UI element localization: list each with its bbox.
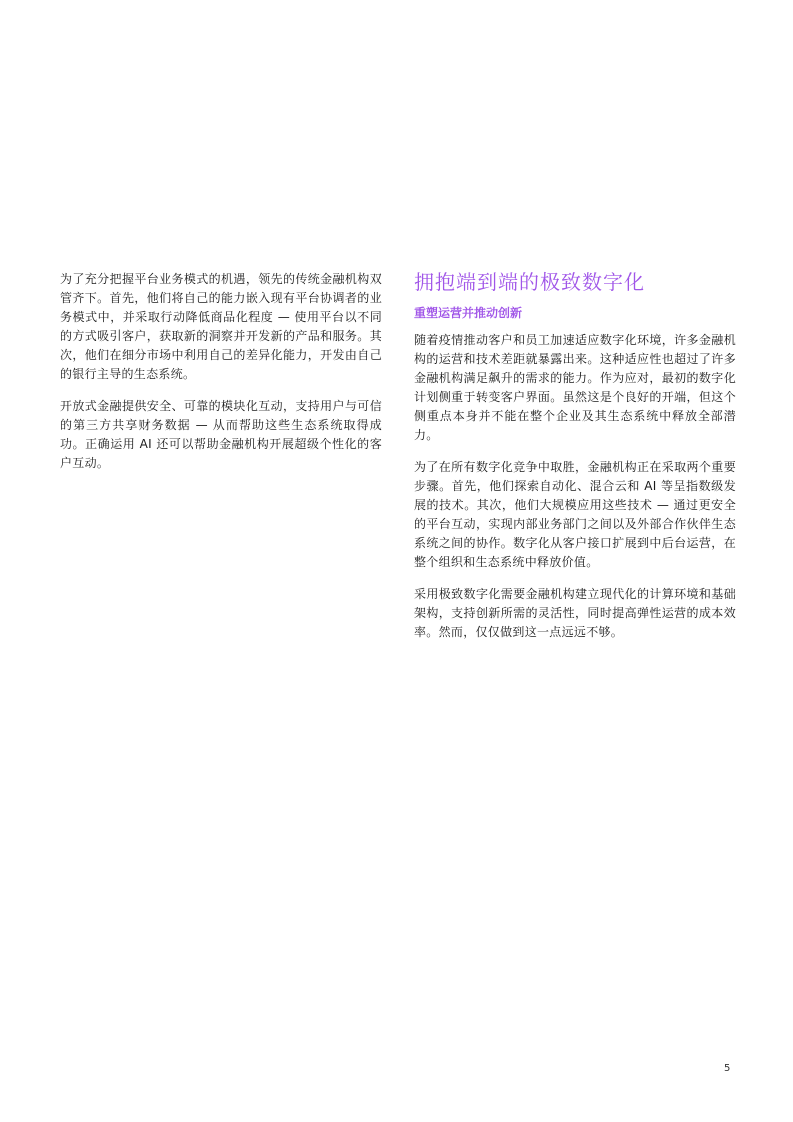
body-paragraph: 开放式金融提供安全、可靠的模块化互动，支持用户与可信的第三方共享财务数据 — 从而帮助这些生态系统取得成功。正确运用 AI 还可以帮助金融机构开展超级个性化的客户互动。 <box>60 399 382 470</box>
body-paragraph: 为了充分把握平台业务模式的机遇，领先的传统金融机构双管齐下。首先，他们将自己的能力嵌入现有平台协调者的业务模式中，并采取行动降低商品化程度 — 使用平台以不同的方式吸引客户，获取新的洞察并开发新的产品和服务。其次，他们在细分市场中利用自己的差异化能力，开发由自己的银行主导的生态系统。 <box>60 272 382 381</box>
body-paragraph: 采用极致数字化需要金融机构建立现代化的计算环境和基础架构，支持创新所需的灵活性，同时提高弹性运营的成本效率。然而，仅仅做到这一点远远不够。 <box>414 587 736 639</box>
left-column <box>60 270 382 486</box>
section-subtitle: 重塑运营并推动创新 <box>414 306 523 320</box>
section-title: 拥抱端到端的极致数字化 <box>414 270 645 294</box>
body-paragraph: 为了在所有数字化竞争中取胜，金融机构正在采取两个重要步骤。首先，他们探索自动化、混合云和 AI 等呈指数级发展的技术。其次，他们大规模应用这些技术 — 通过更安全的平台互动，实现内部业务部门之间以及外部合作伙伴生态系统之间的协作。数字化从客户接口扩展到中后台运营，在整个组织和生态系统中释放价值。 <box>414 460 736 569</box>
right-column <box>414 268 736 655</box>
page-number: 5 <box>724 1063 731 1074</box>
body-paragraph: 随着疫情推动客户和员工加速适应数字化环境，许多金融机构的运营和技术差距就暴露出来。这种适应性也超过了许多金融机构满足飙升的需求的能力。作为应对，最初的数字化计划侧重于转变客户界面。虽然这是个良好的开端，但这个侧重点本身并不能在整个企业及其生态系统中释放全部潜力。 <box>414 333 736 442</box>
